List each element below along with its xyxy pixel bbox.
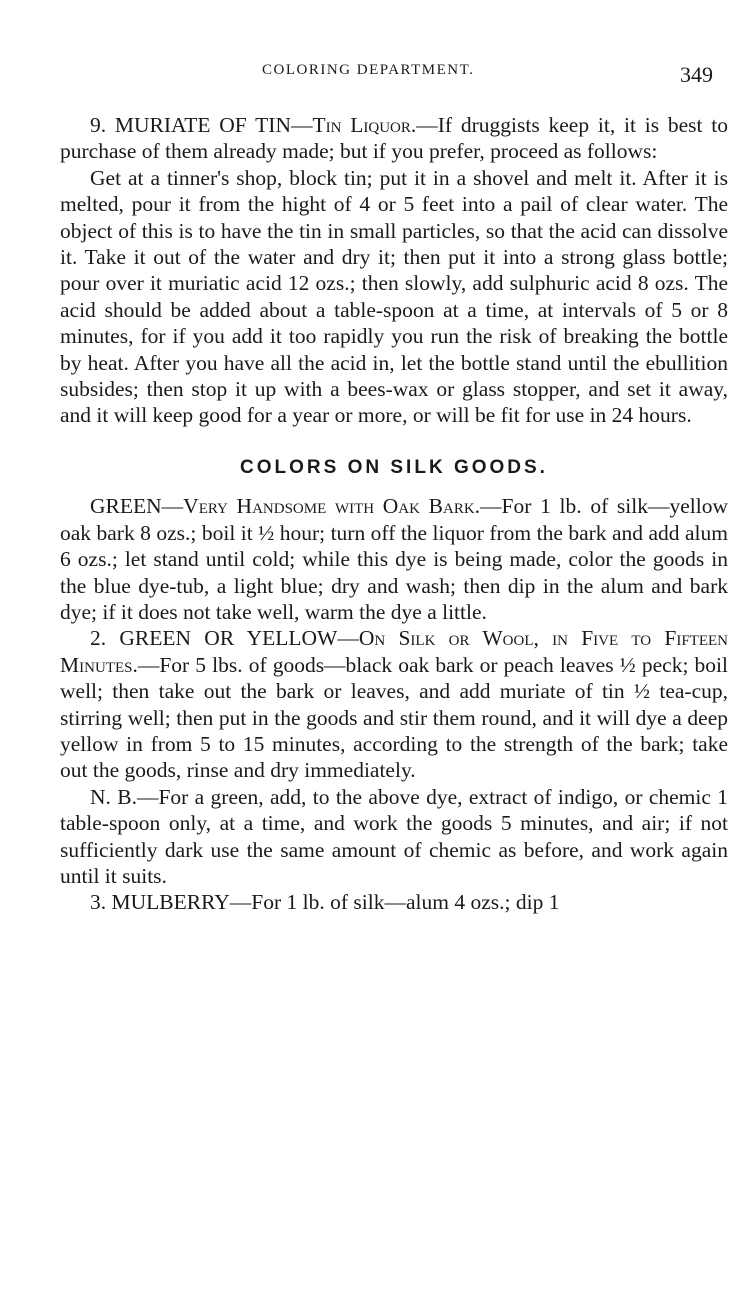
note-paragraph: N. B.—For a green, add, to the above dye, extract of indigo, or chemic 1 table-spoon only, at a time, and work the goods 5 minutes, and air; if not sufficiently dark use the same amount of chemic as before, and work again until it suits. <box>60 784 728 888</box>
green-yellow-text: —For 5 lbs. of goods—black oak bark or peach leaves ½ peck; boil well; then take out the bark or leaves, and add muriate of tin ½ tea-cup, stirring well; then put in the goods and stir them round, and it will dye a deep yellow in from 5 to 15 minutes, according to the strength of the bark; take out the goods, rinse and dry immediately. <box>60 652 728 783</box>
section-heading-silk-goods: COLORS ON SILK GOODS. <box>240 456 548 478</box>
muriate-instructions-paragraph: Get at a tinner's shop, block tin; put it in a shovel and melt it. After it is melted, pour it from the hight of 4 or 5 feet into a pail of clear water. The object of this is to have the tin in small particles, so that the acid can dissolve it. Take it out of the water and dry it; then put it into a strong glass bottle; pour over it muriatic acid 12 ozs.; then slowly, add sulphuric acid 8 ozs. The acid should be added about a table-spoon at a time, at intervals of 5 or 8 minutes, for if you add it too rapidly you run the risk of breaking the bottle by heat. After you have all the acid in, let the bottle stand until the ebullition subsides; then stop it up with a bees-wax or glass stopper, and set it away, and it will keep good for a year or more, or will be fit for use in 24 hours. <box>60 165 728 428</box>
mulberry-title: 3. MULBERRY— <box>90 890 252 915</box>
running-head: COLORING DEPARTMENT. <box>262 62 475 78</box>
mulberry-paragraph <box>60 889 728 915</box>
muriate-intro: —If druggists keep it, it is best to purchase of them already made; but if you prefer, proceed as follows: <box>60 113 729 164</box>
muriate-title: 9. MURIATE OF TIN— <box>90 113 313 137</box>
green-text: —For 1 lb. of silk—yellow oak bark 8 ozs.; boil it ½ hour; turn off the liquor from the bark and add alum 6 ozs.; let stand until cold; while this dye is being made, color the goods in the blue dye-tub, a light blue; dry and wash; then dip in the alum and bark dye; if it does not take well, warm the dye a little. <box>60 494 728 624</box>
mulberry-text: For 1 lb. of silk—alum 4 ozs.; dip 1 <box>251 890 560 915</box>
muriate-subtitle: Tin Liquor. <box>312 113 417 137</box>
muriate-of-tin-paragraph <box>60 112 728 165</box>
green-paragraph <box>60 493 728 625</box>
green-title: GREEN— <box>90 494 184 519</box>
green-yellow-paragraph <box>60 625 728 783</box>
green-yellow-title: 2. GREEN OR YELLOW— <box>90 626 359 651</box>
page-number: 349 <box>680 62 713 87</box>
body-text <box>60 112 728 916</box>
green-yellow-subtitle: On Silk or Wool, in Five to Fifteen Minutes. <box>60 626 728 677</box>
green-subtitle: Very Handsome with Oak Bark. <box>183 494 481 519</box>
